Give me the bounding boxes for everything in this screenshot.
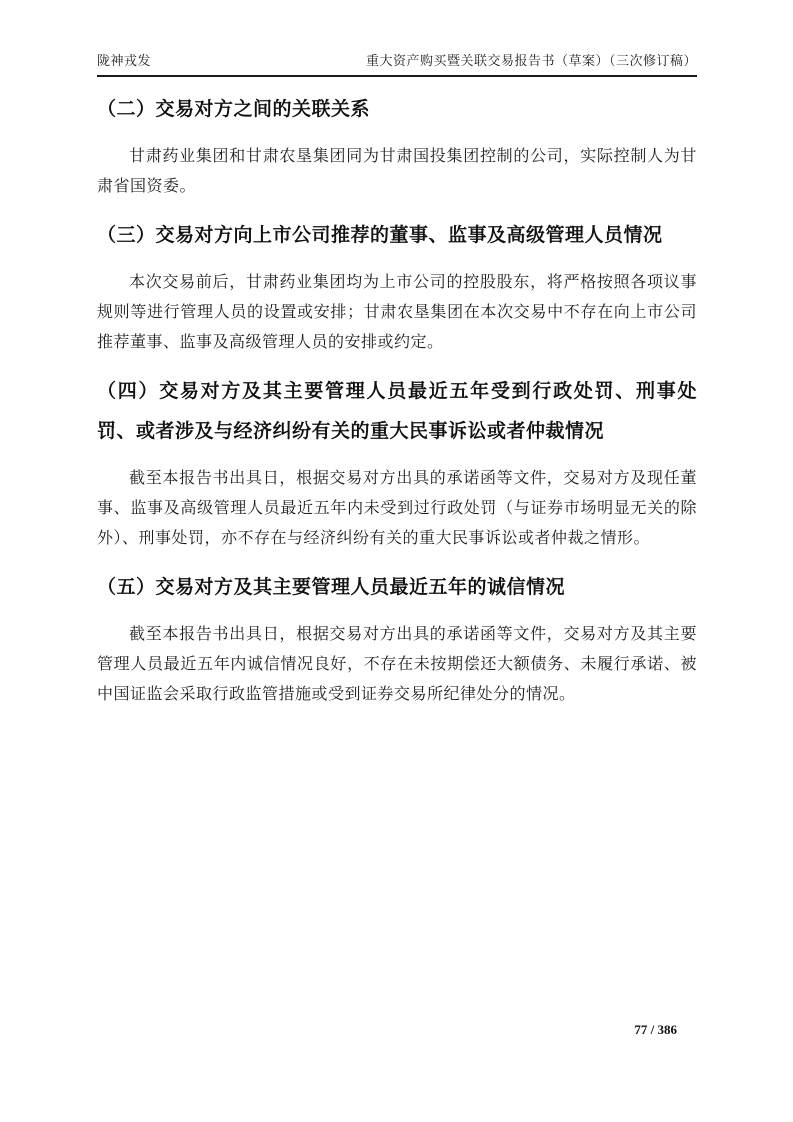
section-heading-related-relationship: （二）交易对方之间的关联关系 [97, 99, 371, 120]
section-heading-integrity-status: （五）交易对方及其主要管理人员最近五年的诚信情况 [97, 577, 566, 598]
section-paragraph: 截至本报告书出具日，根据交易对方出具的承诺函等文件，交易对方及其主要管理人员最近五年内诚信情况良好，不存在未按期偿还大额债务、未履行承诺、被中国证监会采取行政监管措施或受到证券交易所纪律处分的情况。 [97, 626, 697, 703]
page-header [97, 52, 697, 77]
header-right-title: 重大资产购买暨关联交易报告书（草案）（三次修订稿） [365, 53, 697, 68]
section-paragraph: 甘肃药业集团和甘肃农垦集团同为甘肃国投集团控制的公司，实际控制人为甘肃省国资委。 [97, 148, 697, 195]
section-heading-recommended-directors: （三）交易对方向上市公司推荐的董事、监事及高级管理人员情况 [97, 225, 663, 246]
section-paragraph: 本次交易前后，甘肃药业集团均为上市公司的控股股东，将严格按照各项议事规则等进行管理人员的设置或安排；甘肃农垦集团在本次交易中不存在向上市公司推荐董事、监事及高级管理人员的安排或约定。 [97, 274, 697, 351]
page-number: 77 / 386 [634, 1022, 677, 1037]
document-body [97, 76, 697, 710]
section-heading-penalties-litigation: （四）交易对方及其主要管理人员最近五年受到行政处罚、刑事处罚、或者涉及与经济纠纷有关的重大民事诉讼或者仲裁情况 [97, 381, 697, 442]
header-left-title: 陇神戎发 [97, 53, 152, 68]
section-paragraph: 截至本报告书出具日，根据交易对方出具的承诺函等文件，交易对方及现任董事、监事及高级管理人员最近五年内未受到过行政处罚（与证券市场明显无关的除外）、刑事处罚，亦不存在与经济纠纷有关的重大民事诉讼或者仲裁之情形。 [97, 470, 697, 547]
